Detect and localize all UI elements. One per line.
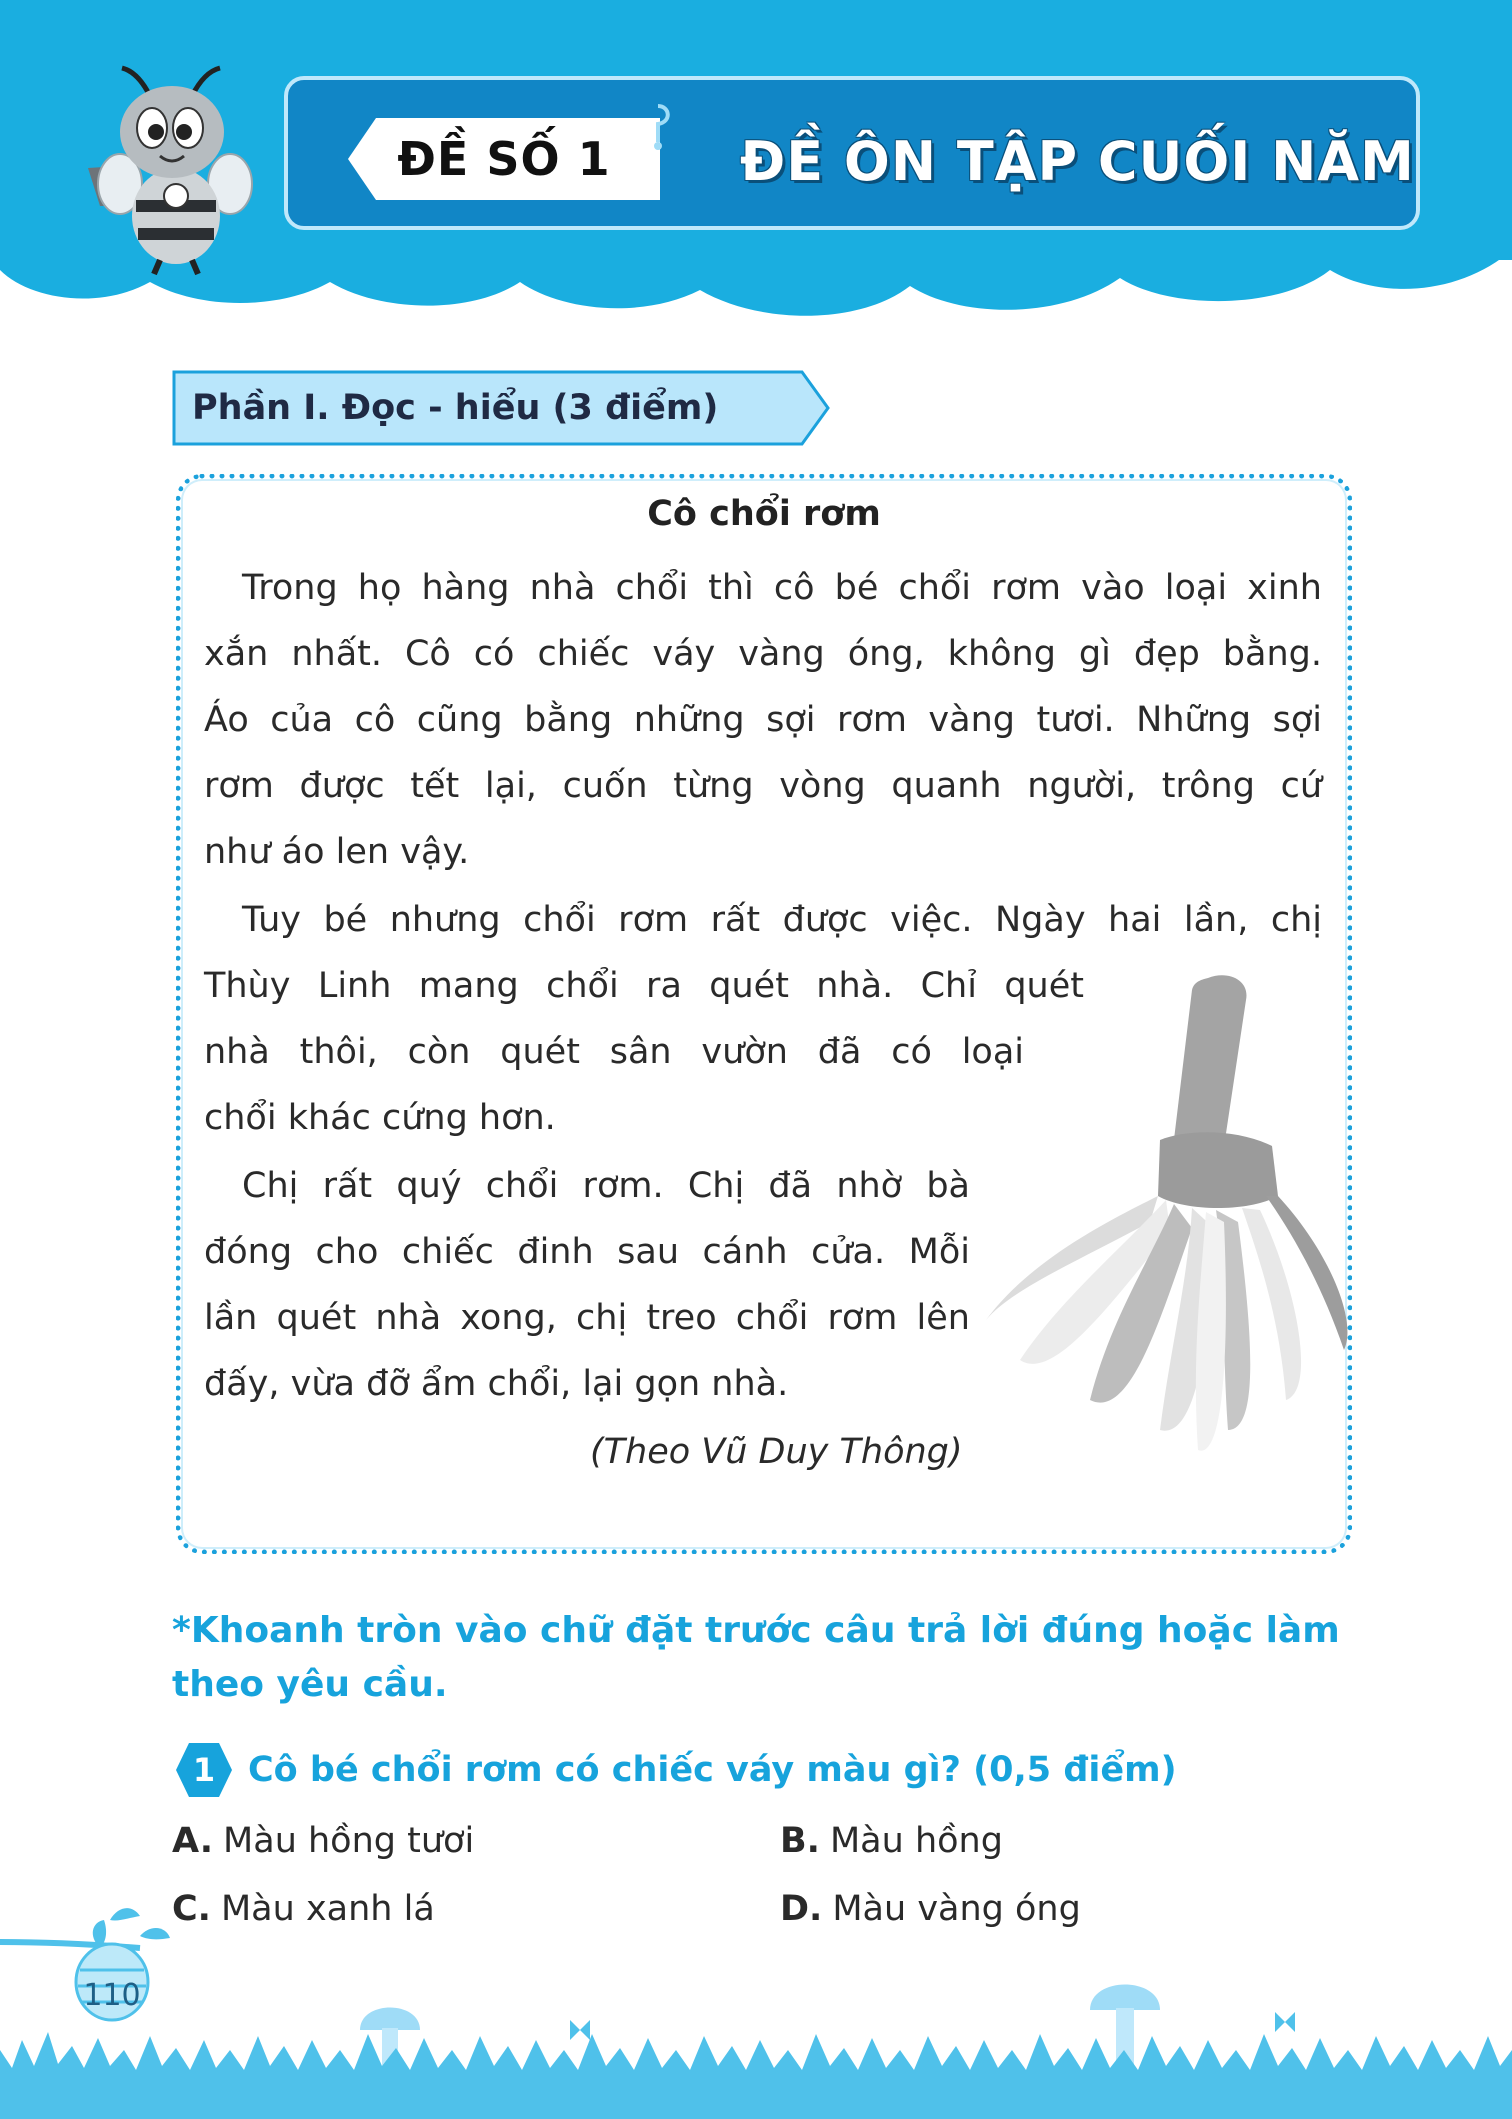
passage-line: nhà thôi, còn quét sân vườn đã có loại <box>204 1032 1024 1072</box>
passage-line: đấy, vừa đỡ ẩm chổi, lại gọn nhà. <box>204 1364 789 1404</box>
passage-line: rơm được tết lại, cuốn từng vòng quanh người, trông cứ <box>204 766 1322 806</box>
exercise-instruction: *Khoanh tròn vào chữ đặt trước câu trả lời đúng hoặc làm theo yêu cầu. <box>172 1610 1340 1705</box>
passage-line: Thùy Linh mang chổi ra quét nhà. Chỉ quét <box>204 966 1084 1006</box>
passage-line: xắn nhất. Cô có chiếc váy vàng óng, không gì đẹp bằng. <box>204 634 1322 674</box>
straw-broom-icon <box>960 960 1360 1480</box>
story-title: Cô chổi rơm <box>647 494 881 534</box>
grass-mushroom-butterfly-icon <box>0 1900 1512 2119</box>
option-letter: C. <box>172 1889 211 1929</box>
question-text: Cô bé chổi rơm có chiếc váy màu gì? (0,5 điểm) <box>248 1750 1177 1790</box>
passage-line: chổi khác cứng hơn. <box>204 1098 556 1138</box>
option-text: Màu hồng tươi <box>223 1821 475 1861</box>
section-title: Phần I. Đọc - hiểu (3 điểm) <box>192 388 719 428</box>
option-letter: B. <box>780 1821 820 1861</box>
answer-option-b[interactable] <box>780 1816 1003 1866</box>
exam-number-label: ĐỀ SỐ 1 <box>397 132 611 186</box>
passage-line: như áo len vậy. <box>204 832 470 872</box>
page-number: 110 <box>83 1978 141 2013</box>
page-title: ĐỀ ÔN TẬP CUỐI NĂM <box>740 130 1415 193</box>
option-letter: A. <box>172 1821 214 1861</box>
passage-line: Chị rất quý chổi rơm. Chị đã nhờ bà <box>242 1166 970 1206</box>
passage-line: lần quét nhà xong, chị treo chổi rơm lên <box>204 1298 970 1338</box>
tag-hook-icon <box>640 102 676 152</box>
passage-line: đóng cho chiếc đinh sau cánh cửa. Mỗi <box>204 1232 970 1272</box>
question-number: 1 <box>192 1751 216 1789</box>
option-text: Màu hồng <box>829 1821 1003 1861</box>
passage-author: (Theo Vũ Duy Thông) <box>590 1432 963 1472</box>
passage-line: Trong họ hàng nhà chổi thì cô bé chổi rơm vào loại xinh <box>242 568 1322 608</box>
passage-line: Tuy bé nhưng chổi rơm rất được việc. Ngày hai lần, chị <box>242 900 1322 940</box>
answer-option-a[interactable] <box>172 1816 474 1866</box>
option-letter: D. <box>780 1889 823 1929</box>
option-text: Màu xanh lá <box>220 1889 435 1929</box>
passage-line: Áo của cô cũng bằng những sợi rơm vàng tươi. Những sợi <box>204 700 1322 740</box>
option-text: Màu vàng óng <box>832 1889 1081 1929</box>
bee-mascot-icon <box>80 56 260 278</box>
